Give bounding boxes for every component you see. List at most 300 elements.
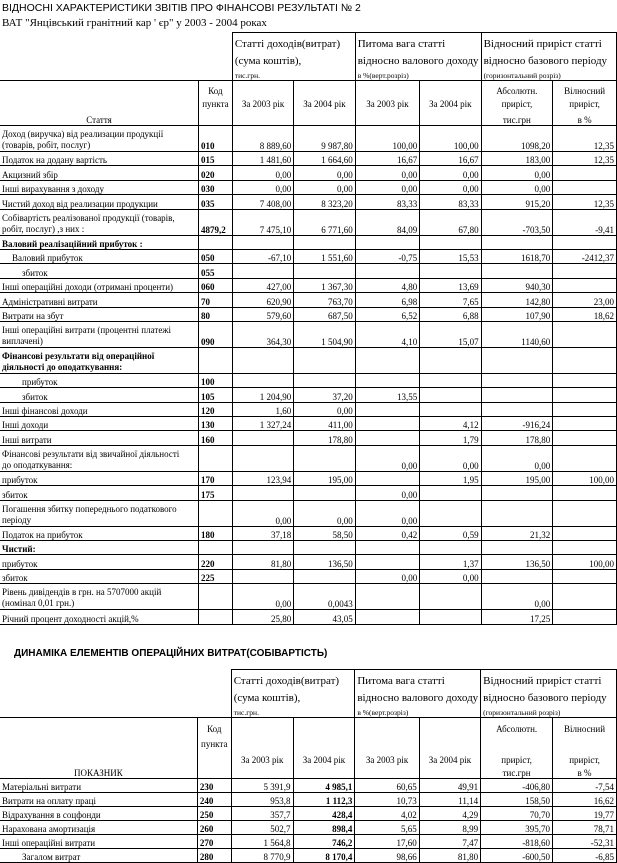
row-value-2004 (294, 264, 355, 278)
header2-row-6 (0, 749, 617, 765)
row-code: 80 (199, 307, 233, 321)
growth-unit: (горизонтальний розріз) (481, 67, 616, 81)
row-value-2004: 43,05 (294, 610, 355, 624)
row-rel-growth (553, 486, 617, 500)
row-label-line1: Собівартість реалізованої продукції (товарів, (2, 212, 175, 223)
row-abs-growth (481, 388, 553, 402)
row-label: збиток (0, 486, 199, 500)
row-rel-growth (553, 417, 617, 431)
row-rel-growth: 18,62 (553, 307, 617, 321)
rel-header: Вілносний (553, 81, 617, 96)
row-abs-growth: 1140,60 (481, 321, 553, 347)
row-weight-2004: 4,29 (419, 807, 480, 821)
row-value-2003 (232, 235, 293, 249)
row-weight-2004 (420, 235, 481, 249)
row-abs-growth (481, 486, 553, 500)
row-value-2004: 687,50 (294, 307, 355, 321)
row-label-line2: робіт, послуг) ,з них : (2, 223, 85, 234)
header2-row-7 (0, 765, 617, 779)
row-weight-2004 (420, 264, 481, 278)
table-row (0, 821, 617, 835)
row-weight-2003 (355, 373, 419, 387)
abs-unit: тис.грн (481, 109, 553, 126)
row-value-2003: 1 481,60 (232, 152, 293, 166)
row-label (0, 445, 199, 471)
table-row (0, 445, 617, 471)
row-rel-growth: -7,54 (553, 779, 617, 793)
row-code: 260 (197, 821, 231, 835)
row-code: 250 (197, 807, 231, 821)
row-rel-growth: 16,62 (553, 793, 617, 807)
row-value-2003: 1 327,24 (232, 417, 293, 431)
row-weight-2004: 1,79 (420, 431, 481, 445)
row-rel-growth (553, 321, 617, 347)
row-label-line2: (номінал 0,01 грн.) (2, 598, 75, 609)
row-value-2004: 1 112,3 (293, 793, 355, 807)
weight-2003-header: За 2003 рік (355, 96, 419, 109)
code-header: Код (199, 81, 233, 96)
row-value-2003: 7 408,00 (232, 195, 293, 209)
table-row (0, 569, 617, 583)
row-value-2004: 0,00 (294, 500, 355, 526)
row-label: Інші витрати (0, 431, 199, 445)
row-weight-2003: 98,66 (355, 849, 419, 863)
row-abs-growth (481, 569, 553, 583)
row-weight-2004: 49,91 (419, 779, 480, 793)
row-value-2003: 953,8 (231, 793, 293, 807)
table-row (0, 209, 617, 235)
row-label: Інші вирахування з доходу (0, 180, 199, 194)
row-value-2004: 0,00 (294, 180, 355, 194)
row-label-line2: діяльності до оподаткування: (2, 361, 123, 372)
row-rel-growth (553, 166, 617, 180)
row-label (0, 321, 199, 347)
abs-header-2: приріст, (481, 96, 553, 109)
growth-header: Відносний приріст статті (481, 33, 616, 50)
row-weight-2004 (420, 373, 481, 387)
row-value-2004 (294, 235, 355, 249)
row-label (0, 347, 199, 373)
row-abs-growth: 158,50 (481, 793, 553, 807)
row-label (0, 500, 199, 526)
income-unit: тис.грн. (232, 67, 355, 81)
row-rel-growth (553, 569, 617, 583)
rel-header-t2-2: приріст, (553, 749, 617, 765)
row-abs-growth: -916,24 (481, 417, 553, 431)
row-weight-2003: -0,75 (355, 249, 419, 263)
row-code: 225 (199, 569, 233, 583)
row-abs-growth: 136,50 (481, 555, 553, 569)
header-row-4 (0, 81, 617, 96)
row-weight-2004: 81,80 (419, 849, 480, 863)
row-weight-2004 (420, 584, 481, 610)
row-value-2003 (232, 486, 293, 500)
growth-subheader: відносно базового періоду (481, 50, 616, 67)
row-weight-2004 (420, 610, 481, 624)
row-code: 270 (197, 835, 231, 849)
rel-unit: в % (553, 109, 617, 126)
row-rel-growth (553, 347, 617, 373)
row-label: Інші операційні доходи (отримані проценти) (0, 278, 199, 292)
row-value-2004: 4 985,1 (293, 779, 355, 793)
row-code: 230 (197, 779, 231, 793)
row-rel-growth: 19,77 (553, 807, 617, 821)
row-rel-growth: 12,35 (553, 126, 617, 152)
row-label: Витрати на оплату праці (0, 793, 197, 807)
table-row (0, 307, 617, 321)
row-weight-2003: 84,09 (355, 209, 419, 235)
row-label-line1: Рівень дивідендів в грн. на 5707000 акцій (2, 587, 162, 598)
row-code: 175 (199, 486, 233, 500)
row-weight-2004: 0,00 (420, 166, 481, 180)
row-abs-growth: 1098,20 (481, 126, 553, 152)
row-abs-growth: 395,70 (481, 821, 553, 835)
row-label: Нарахована амортизація (0, 821, 197, 835)
row-rel-growth (553, 180, 617, 194)
table-row (0, 849, 617, 863)
table-row (0, 807, 617, 821)
row-value-2003: 0,00 (232, 180, 293, 194)
table-row (0, 431, 617, 445)
row-abs-growth: 21,32 (481, 526, 553, 540)
row-abs-growth: 0,00 (481, 445, 553, 471)
row-value-2004 (294, 486, 355, 500)
row-value-2003: 5 391,9 (231, 779, 293, 793)
row-value-2003: 1 204,90 (232, 388, 293, 402)
row-abs-growth: 178,80 (481, 431, 553, 445)
rel-header-2: приріст, (553, 96, 617, 109)
row-weight-2004: 67,80 (420, 209, 481, 235)
table-row (0, 779, 617, 793)
weight-2004-header-2: За 2004 рік (419, 749, 480, 765)
col-2004-header: За 2004 рік (294, 96, 355, 109)
row-weight-2003 (355, 431, 419, 445)
row-code: 105 (199, 388, 233, 402)
table-row (0, 555, 617, 569)
row-value-2004: 1 367,30 (294, 278, 355, 292)
row-value-2003: -67,10 (232, 249, 293, 263)
abs-header-t2-2: приріст, (481, 749, 553, 765)
header-row-5 (0, 96, 617, 109)
table-row (0, 835, 617, 849)
row-value-2003 (232, 347, 293, 373)
row-weight-2003 (355, 541, 419, 555)
row-weight-2004 (420, 388, 481, 402)
row-label (0, 209, 199, 235)
table-row (0, 126, 617, 152)
row-code (199, 235, 233, 249)
row-abs-growth (481, 264, 553, 278)
row-weight-2003 (355, 555, 419, 569)
row-abs-growth: 915,20 (481, 195, 553, 209)
row-rel-growth (553, 235, 617, 249)
table-row (0, 152, 617, 166)
row-label-line1: Погашення збитку попереднього податкового (2, 503, 177, 514)
table-row (0, 195, 617, 209)
row-weight-2003 (355, 402, 419, 416)
row-value-2004: 8 323,20 (294, 195, 355, 209)
row-label: збиток (0, 388, 199, 402)
row-value-2003: 1,60 (232, 402, 293, 416)
row-value-2003: 1 564,8 (231, 835, 293, 849)
header-row-6 (0, 109, 617, 126)
row-weight-2003: 0,42 (355, 526, 419, 540)
row-label: збиток (0, 569, 199, 583)
weight-subheader-2: відносно валового доходу (355, 687, 481, 704)
row-value-2003: 0,00 (232, 584, 293, 610)
row-weight-2004 (420, 347, 481, 373)
row-value-2003: 502,7 (231, 821, 293, 835)
row-code: 160 (199, 431, 233, 445)
row-label-line1: Інші операційні витрати (процентні платежі (2, 324, 172, 335)
row-weight-2003: 0,00 (355, 486, 419, 500)
row-value-2003 (232, 373, 293, 387)
row-label: Валовий реалізаційний прибуток : (0, 235, 199, 249)
row-rel-growth (553, 610, 617, 624)
row-value-2004: 428,4 (293, 807, 355, 821)
code-header-t2-2: пункта (197, 734, 231, 749)
row-rel-growth: -6,85 (553, 849, 617, 863)
row-abs-growth (481, 541, 553, 555)
row-code (199, 347, 233, 373)
row-value-2004 (294, 347, 355, 373)
row-label: Податок на додану вартість (0, 152, 199, 166)
row-rel-growth (553, 500, 617, 526)
table-row (0, 417, 617, 431)
row-rel-growth (553, 264, 617, 278)
row-value-2003 (232, 264, 293, 278)
row-abs-growth: -600,50 (481, 849, 553, 863)
row-abs-growth: 0,00 (481, 166, 553, 180)
row-code (199, 584, 233, 610)
row-rel-growth (553, 584, 617, 610)
row-weight-2003: 0,00 (355, 500, 419, 526)
row-label (0, 584, 199, 610)
row-weight-2003 (355, 235, 419, 249)
row-code: 010 (199, 126, 233, 152)
row-value-2003: 25,80 (232, 610, 293, 624)
indicator-header: ПОКАЗНИК (0, 765, 197, 779)
row-value-2004: 136,50 (294, 555, 355, 569)
row-value-2004: 0,00 (294, 166, 355, 180)
row-value-2004: 37,20 (294, 388, 355, 402)
row-code: 280 (197, 849, 231, 863)
row-label-line2: виплачені) (2, 335, 43, 346)
row-code: 030 (199, 180, 233, 194)
header2-row-2 (0, 687, 617, 704)
code-header-2: пункта (199, 96, 233, 109)
row-label: Інші операційні витрати (0, 835, 197, 849)
row-weight-2004 (420, 541, 481, 555)
row-weight-2003: 17,60 (355, 835, 419, 849)
row-value-2004: 898,4 (293, 821, 355, 835)
row-value-2003: 8 770,9 (231, 849, 293, 863)
row-abs-growth (481, 500, 553, 526)
row-label-line2: до оподаткування: (2, 459, 73, 470)
row-rel-growth: 12,35 (553, 152, 617, 166)
row-rel-growth: 12,35 (553, 195, 617, 209)
row-value-2004 (294, 569, 355, 583)
report-title: ВІДНОСНІ ХАРАКТЕРИСТИКИ ЗВІТІВ ПРО ФІНАНСОВІ РЕЗУЛЬТАТІ № 2 (2, 2, 361, 14)
row-code: 130 (199, 417, 233, 431)
income-header-2: Статті доходів(витрат) (231, 670, 355, 687)
row-code: 220 (199, 555, 233, 569)
header2-row-3 (0, 704, 617, 718)
row-label: Адміністративні витрати (0, 293, 199, 307)
row-value-2003 (232, 541, 293, 555)
row-rel-growth: -52,31 (553, 835, 617, 849)
row-rel-growth (553, 373, 617, 387)
row-label: Матеріальні витрати (0, 779, 197, 793)
row-code: 120 (199, 402, 233, 416)
row-rel-growth (553, 388, 617, 402)
weight-subheader: відносно валового доходу (355, 50, 481, 67)
row-value-2004: 6 771,60 (294, 209, 355, 235)
row-weight-2003: 0,00 (355, 569, 419, 583)
row-abs-growth: 940,30 (481, 278, 553, 292)
row-rel-growth (553, 431, 617, 445)
row-value-2004: 1 551,60 (294, 249, 355, 263)
abs-unit-2: тис.грн (481, 765, 553, 779)
row-value-2004: 411,00 (294, 417, 355, 431)
table-row (0, 166, 617, 180)
row-label: збиток (0, 264, 199, 278)
row-code: 015 (199, 152, 233, 166)
table-row (0, 347, 617, 373)
row-value-2004: 1 504,90 (294, 321, 355, 347)
row-label-line2: періоду (2, 514, 32, 525)
income-subheader: (сума коштів), (232, 50, 355, 67)
row-value-2004: 763,70 (294, 293, 355, 307)
row-code (199, 610, 233, 624)
row-weight-2004: 1,37 (420, 555, 481, 569)
row-label-line2: (товарів, робіт, послуг) (2, 140, 91, 150)
row-weight-2003 (355, 610, 419, 624)
table-row (0, 321, 617, 347)
row-weight-2004: 1,95 (420, 471, 481, 485)
row-code: 020 (199, 166, 233, 180)
row-weight-2003: 13,55 (355, 388, 419, 402)
row-weight-2004: 0,00 (420, 569, 481, 583)
row-abs-growth (481, 347, 553, 373)
row-value-2003: 427,00 (232, 278, 293, 292)
row-rel-growth: 100,00 (553, 471, 617, 485)
table-row (0, 402, 617, 416)
row-weight-2004: 0,59 (420, 526, 481, 540)
row-weight-2004: 83,33 (420, 195, 481, 209)
row-weight-2004: 7,47 (419, 835, 480, 849)
income-subheader-2: (сума коштів), (231, 687, 355, 704)
row-value-2003: 364,30 (232, 321, 293, 347)
row-value-2003: 7 475,10 (232, 209, 293, 235)
row-value-2003: 579,60 (232, 307, 293, 321)
row-code: 70 (199, 293, 233, 307)
article-header: Стаття (0, 109, 199, 126)
row-weight-2003: 60,65 (355, 779, 419, 793)
row-weight-2003: 0,00 (355, 166, 419, 180)
row-value-2003: 123,94 (232, 471, 293, 485)
weight-header: Питома вага статті (355, 33, 481, 50)
row-value-2003 (232, 569, 293, 583)
growth-subheader-2: відносно базового періоду (481, 687, 617, 704)
row-abs-growth: 183,00 (481, 152, 553, 166)
row-weight-2004: 0,00 (420, 445, 481, 471)
row-value-2004: 0,0043 (294, 584, 355, 610)
row-value-2003: 37,18 (232, 526, 293, 540)
row-value-2003: 357,7 (231, 807, 293, 821)
rel-unit-2: в % (553, 765, 617, 779)
row-weight-2004: 4,12 (420, 417, 481, 431)
row-value-2004: 1 664,60 (294, 152, 355, 166)
row-abs-growth: -818,60 (481, 835, 553, 849)
table-row (0, 264, 617, 278)
row-label: прибуток (0, 555, 199, 569)
row-value-2004: 195,00 (294, 471, 355, 485)
table-row (0, 373, 617, 387)
row-weight-2003: 6,52 (355, 307, 419, 321)
row-abs-growth: -703,50 (481, 209, 553, 235)
row-label: Інші фінансові доходи (0, 402, 199, 416)
row-label-line1: Фінансові результати від звичайної діяльності (2, 448, 180, 459)
row-value-2003 (232, 431, 293, 445)
row-code (199, 541, 233, 555)
financial-results-table (0, 32, 617, 625)
row-value-2004: 0,00 (294, 402, 355, 416)
row-label (0, 126, 199, 152)
row-value-2004: 8 170,4 (293, 849, 355, 863)
row-weight-2003: 0,00 (355, 180, 419, 194)
table-row (0, 526, 617, 540)
row-label: прибуток (0, 471, 199, 485)
abs-header-t2: Абсолютн. (481, 718, 553, 734)
col-2003-header-2: За 2003 рік (231, 749, 293, 765)
table-row (0, 471, 617, 485)
row-weight-2003: 4,10 (355, 321, 419, 347)
table-row (0, 293, 617, 307)
row-weight-2004 (420, 486, 481, 500)
col-2004-header-2: За 2004 рік (293, 749, 355, 765)
dynamics-title: ДИНАМІКА ЕЛЕМЕНТІВ ОПЕРАЦІЙНИХ ВИТРАТ(СОБІВАРТІСТЬ) (14, 648, 328, 659)
row-weight-2004 (420, 500, 481, 526)
row-weight-2003: 0,00 (355, 445, 419, 471)
row-weight-2003 (355, 471, 419, 485)
row-weight-2004: 6,88 (420, 307, 481, 321)
row-label: прибуток (0, 373, 199, 387)
row-weight-2004: 8,99 (419, 821, 480, 835)
row-weight-2003: 4,80 (355, 278, 419, 292)
row-rel-growth: -9,41 (553, 209, 617, 235)
operating-costs-table (0, 669, 617, 863)
company-title: ВАТ "Янцівський гранітний кар ' єр" у 2003 - 2004 роках (2, 17, 267, 29)
row-label: Податок на прибуток (0, 526, 199, 540)
row-value-2004: 58,50 (294, 526, 355, 540)
row-rel-growth (553, 445, 617, 471)
table-row (0, 793, 617, 807)
row-abs-growth: 17,25 (481, 610, 553, 624)
row-abs-growth: -406,80 (481, 779, 553, 793)
row-code: 4879,2 (199, 209, 233, 235)
row-code (199, 445, 233, 471)
row-label: Акцизний збір (0, 166, 199, 180)
table-row (0, 584, 617, 610)
row-weight-2004: 15,07 (420, 321, 481, 347)
row-label-line1: Фінансові результати від операційної (2, 350, 155, 361)
row-weight-2004: 16,67 (420, 152, 481, 166)
row-abs-growth (481, 373, 553, 387)
row-value-2004 (294, 541, 355, 555)
row-weight-2004: 0,00 (420, 180, 481, 194)
row-weight-2003 (355, 264, 419, 278)
